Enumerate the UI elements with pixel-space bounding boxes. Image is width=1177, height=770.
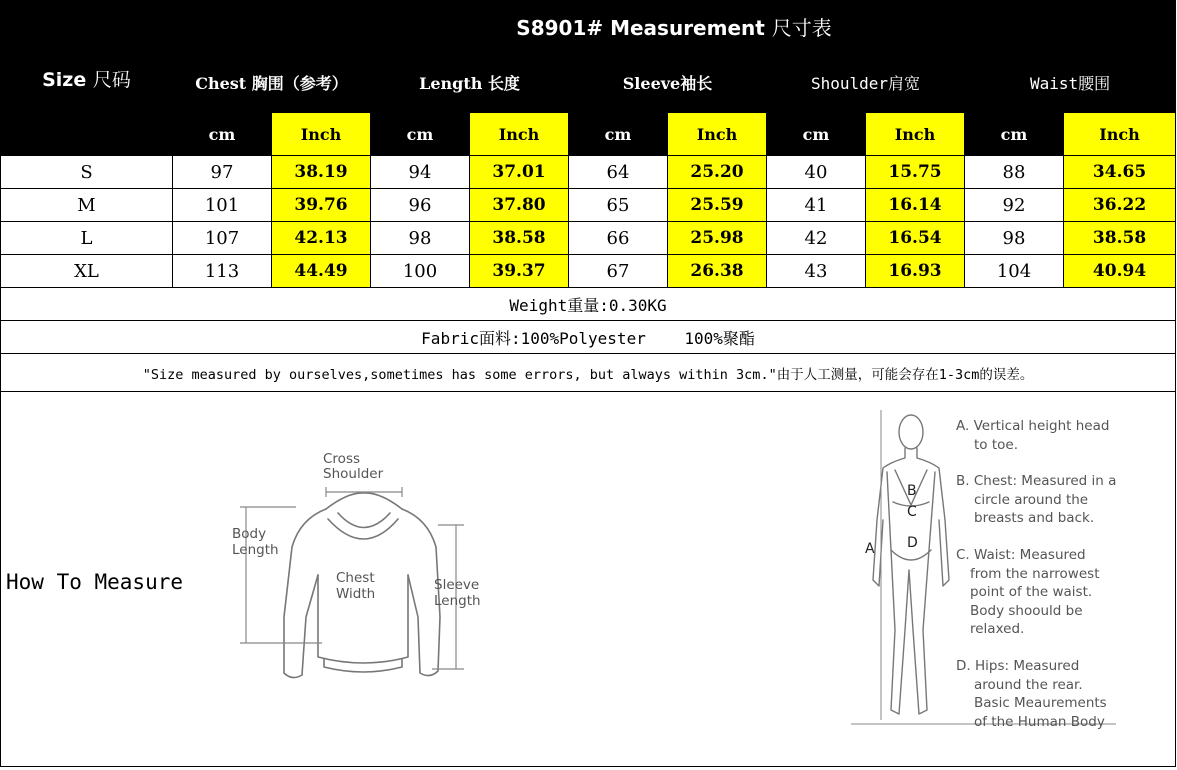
value-cell: 101: [173, 189, 272, 222]
value-cell: 66: [569, 222, 668, 255]
value-cell: 38.19: [272, 156, 371, 189]
value-cell: 39.76: [272, 189, 371, 222]
sleeve-length-label: Length: [434, 593, 481, 609]
unit-inch: Inch: [668, 113, 767, 156]
figure-desc-a: A. Vertical height head to toe.: [956, 418, 1110, 453]
figure-mark-c: C: [907, 504, 917, 520]
value-cell: 100: [371, 255, 470, 288]
group-header-chest: Chest 胸围（参考）: [173, 52, 371, 113]
figure-desc-b: B. Chest: Measured in a circle around the breasts and back.: [956, 473, 1117, 526]
value-cell: 34.65: [1064, 156, 1176, 189]
value-cell: 39.37: [470, 255, 569, 288]
value-cell: 92: [965, 189, 1064, 222]
cross-shoulder-label: Shoulder: [323, 466, 384, 482]
value-cell: 42: [767, 222, 866, 255]
cross-shoulder-label: Cross: [323, 451, 361, 467]
size-cell: L: [1, 222, 173, 255]
unit-cm: cm: [371, 113, 470, 156]
unit-cm: cm: [965, 113, 1064, 156]
sleeve-length-label: Sleeve: [434, 577, 480, 593]
chest-width-label: Chest: [336, 570, 375, 586]
value-cell: 38.58: [1064, 222, 1176, 255]
unit-cm: cm: [569, 113, 668, 156]
value-cell: 64: [569, 156, 668, 189]
size-column-header: Size 尺码: [1, 1, 173, 156]
sweater-diagram-icon: [226, 447, 506, 687]
figure-mark-b: B: [907, 483, 917, 499]
group-header-shoulder: Shoulder肩宽: [767, 52, 965, 113]
fabric-row: Fabric面料:100%Polyester 100%聚酯: [1, 321, 1176, 354]
figure-mark-a: A: [865, 541, 875, 557]
group-header-sleeve: Sleeve袖长: [569, 52, 767, 113]
value-cell: 65: [569, 189, 668, 222]
body-length-label: Body: [232, 526, 267, 542]
value-cell: 42.13: [272, 222, 371, 255]
value-cell: 107: [173, 222, 272, 255]
value-cell: 113: [173, 255, 272, 288]
measurement-note: "Size measured by ourselves,sometimes has some errors, but always within 3cm."由于人工测量，可能会存在1-3cm的误差。: [1, 354, 1176, 392]
table-row: [1, 255, 1176, 288]
value-cell: 94: [371, 156, 470, 189]
value-cell: 40.94: [1064, 255, 1176, 288]
unit-cm: cm: [173, 113, 272, 156]
value-cell: 43: [767, 255, 866, 288]
unit-inch: Inch: [470, 113, 569, 156]
figure-desc-d: D. Hips: Measured around the rear. Basic Meaurements of the Human Body: [956, 658, 1107, 730]
group-header-waist: Waist腰围: [965, 52, 1176, 113]
value-cell: 25.20: [668, 156, 767, 189]
size-cell: XL: [1, 255, 173, 288]
table-row: [1, 189, 1176, 222]
chart-title: S8901# Measurement 尺寸表: [173, 1, 1176, 52]
chest-width-label: Width: [336, 586, 376, 602]
value-cell: 36.22: [1064, 189, 1176, 222]
size-cell: M: [1, 189, 173, 222]
value-cell: 37.01: [470, 156, 569, 189]
value-cell: 104: [965, 255, 1064, 288]
figure-mark-d: D: [907, 535, 918, 551]
value-cell: 26.38: [668, 255, 767, 288]
table-row: [1, 156, 1176, 189]
unit-inch: Inch: [866, 113, 965, 156]
value-cell: 38.58: [470, 222, 569, 255]
value-cell: 98: [371, 222, 470, 255]
value-cell: 16.54: [866, 222, 965, 255]
value-cell: 88: [965, 156, 1064, 189]
table-row: [1, 222, 1176, 255]
body-length-label: Length: [232, 542, 279, 558]
value-cell: 98: [965, 222, 1064, 255]
value-cell: 40: [767, 156, 866, 189]
value-cell: 97: [173, 156, 272, 189]
unit-inch: Inch: [272, 113, 371, 156]
value-cell: 16.93: [866, 255, 965, 288]
how-to-measure-section: [1, 392, 1176, 767]
unit-cm: cm: [767, 113, 866, 156]
value-cell: 37.80: [470, 189, 569, 222]
value-cell: 15.75: [866, 156, 965, 189]
figure-desc-c: C. Waist: Measured from the narrowest point of the waist. Body shoould be relaxed.: [956, 547, 1100, 637]
value-cell: 44.49: [272, 255, 371, 288]
value-cell: 67: [569, 255, 668, 288]
how-to-measure-label: How To Measure: [6, 570, 184, 594]
value-cell: 25.98: [668, 222, 767, 255]
weight-row: Weight重量:0.30KG: [1, 288, 1176, 321]
value-cell: 96: [371, 189, 470, 222]
group-header-length: Length 长度: [371, 52, 569, 113]
value-cell: 25.59: [668, 189, 767, 222]
size-cell: S: [1, 156, 173, 189]
value-cell: 41: [767, 189, 866, 222]
unit-inch: Inch: [1064, 113, 1176, 156]
value-cell: 16.14: [866, 189, 965, 222]
